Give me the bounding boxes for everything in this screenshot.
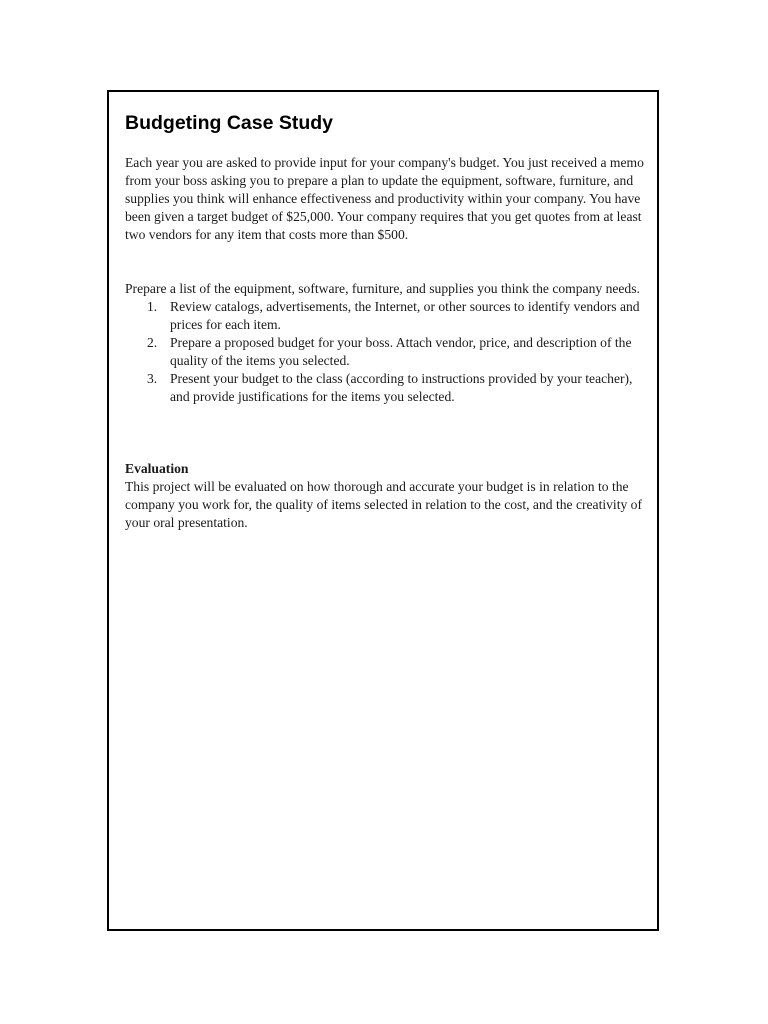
list-item xyxy=(125,298,649,334)
section-spacer xyxy=(125,406,649,460)
list-item-number: 1. xyxy=(147,299,158,314)
list-item xyxy=(125,370,649,406)
list-item xyxy=(125,334,649,370)
document-page xyxy=(107,90,659,931)
task-intro-paragraph: Prepare a list of the equipment, software, furniture, and supplies you think the company needs. xyxy=(125,281,640,296)
list-item-text: Prepare a proposed budget for your boss. Attach vendor, price, and description of the quality of the items you selected. xyxy=(170,335,632,368)
steps-list xyxy=(125,298,649,406)
list-item-text: Present your budget to the class (according to instructions provided by your teacher), and provide justifications for the items you selected. xyxy=(170,371,633,404)
list-item-text: Review catalogs, advertisements, the Internet, or other sources to identify vendors and prices for each item. xyxy=(170,299,640,332)
document-content xyxy=(125,110,649,532)
list-item-number: 3. xyxy=(147,371,158,386)
evaluation-heading: Evaluation xyxy=(125,461,189,476)
intro-paragraph: Each year you are asked to provide input for your company's budget. You just received a memo from your boss asking you to prepare a plan to update the equipment, software, furniture, and supplies you think will enhance effectiveness and productivity within your company. You have been given a target budget of $25,000. Your company requires that you get quotes from at least two vendors for any item that costs more than $500. xyxy=(125,155,644,242)
evaluation-paragraph: This project will be evaluated on how thorough and accurate your budget is in relation to the company you work for, the quality of items selected in relation to the cost, and the creativity of your oral presentation. xyxy=(125,479,643,530)
page-title: Budgeting Case Study xyxy=(125,112,334,134)
list-item-number: 2. xyxy=(147,335,158,350)
